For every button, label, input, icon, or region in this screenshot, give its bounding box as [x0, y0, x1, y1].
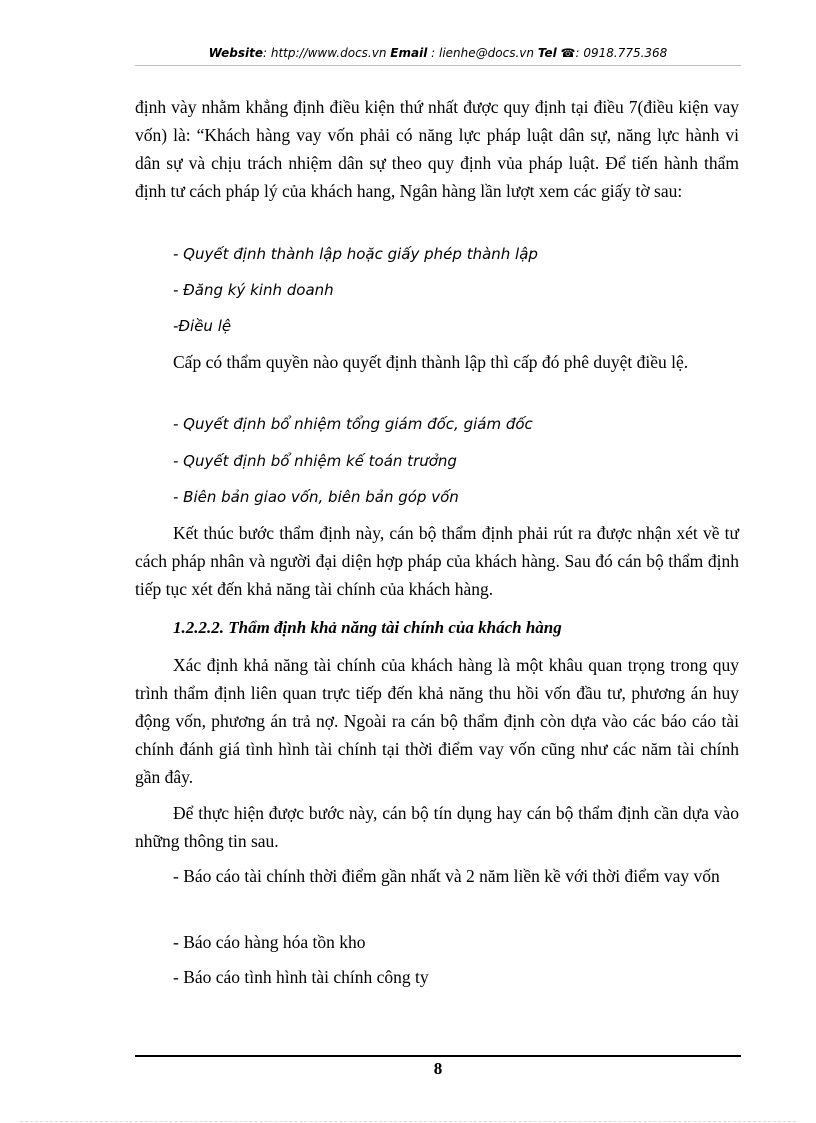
email-value: : lienhe@docs.vn — [431, 46, 534, 60]
website-value: : http://www.docs.vn — [263, 46, 387, 60]
website-label: Website — [208, 46, 263, 60]
header-divider — [135, 65, 741, 66]
list1-item-2: - Đăng ký kinh doanh — [173, 281, 334, 299]
tel-label: Tel — [537, 46, 557, 60]
paragraph-5: Để thực hiện được bước này, cán bộ tín dụng hay cán bộ thẩm định cần dựa vào những thông tin sau. — [135, 803, 739, 851]
list2-item-2: - Quyết định bổ nhiệm kế toán trưởng — [173, 452, 457, 470]
paragraph-2: Cấp có thẩm quyền nào quyết định thành lập thì cấp đó phê duyệt điều lệ. — [173, 352, 689, 372]
list3-item-1: - Báo cáo tài chính thời điểm gần nhất và 2 năm liền kề với thời điểm vay vốn — [173, 866, 720, 886]
tel-value: : 0918.775.368 — [575, 46, 668, 60]
paragraph-3: Kết thúc bước thẩm định này, cán bộ thẩm định phải rút ra được nhận xét về tư cách pháp nhân và người đại diện hợp pháp của khách hàng. Sau đó cán bộ thẩm định tiếp tục xét đến khả năng tài chính của khách hàng. — [135, 523, 739, 599]
list1-item-3: -Điều lệ — [173, 317, 232, 335]
footer-divider — [135, 1055, 741, 1057]
list1-item-1: - Quyết định thành lập hoặc giấy phép thành lập — [173, 245, 538, 263]
phone-icon: ☎ — [560, 46, 576, 60]
paragraph-1: định vày nhằm khẳng định điều kiện thứ nhất được quy định tại điều 7(điều kiện vay vốn) là: “Khách hàng vay vốn phải có năng lực pháp luật dân sự, năng lực hành vi dân sự và chịu trách nhiệm dân sự theo quy định vủa pháp luật. Để tiến hành thẩm định tư cách pháp lý của khách hang, Ngân hàng lần lượt xem các giấy tờ sau: — [135, 97, 739, 201]
section-heading: 1.2.2.2. Thẩm định khả năng tài chính của khách hàng — [173, 618, 562, 637]
list3-item-3: - Báo cáo tình hình tài chính công ty — [173, 967, 429, 987]
list2-item-1: - Quyết định bổ nhiệm tổng giám đốc, giám đốc — [173, 415, 533, 433]
email-label: Email — [390, 46, 428, 60]
page-header — [135, 46, 741, 60]
paragraph-4: Xác định khả năng tài chính của khách hàng là một khâu quan trọng trong quy trình thẩm định liên quan trực tiếp đến khả năng thu hồi vốn đầu tư, phương án huy động vốn, phương án trả nợ. Ngoài ra cán bộ thẩm định còn dựa vào các báo cáo tài chính đánh giá tình hình tài chính tại thời điểm vay vốn cũng như các năm tài chính gần đây. — [135, 655, 739, 787]
list3-item-2: - Báo cáo hàng hóa tồn kho — [173, 932, 366, 952]
page-break-line — [20, 1121, 796, 1122]
page-number: 8 — [433, 1059, 443, 1078]
list2-item-3: - Biên bản giao vốn, biên bản góp vốn — [173, 488, 459, 506]
